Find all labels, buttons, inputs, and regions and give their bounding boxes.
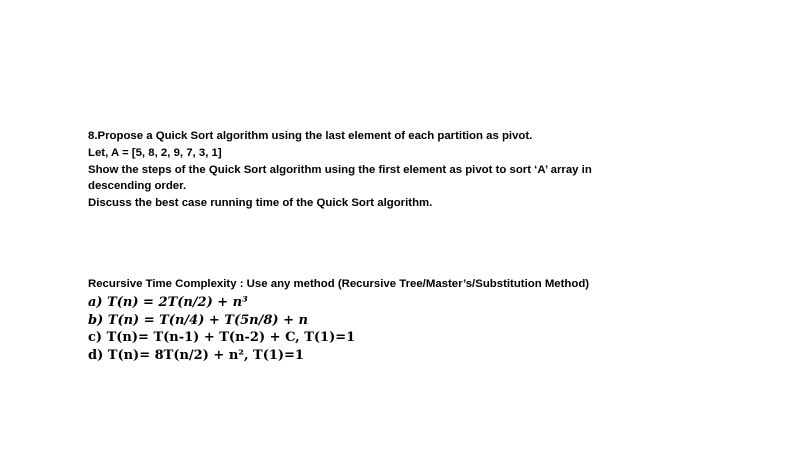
- recurrence-b: b) T(n) = T(n/4) + T(5n/8) + n: [88, 312, 308, 328]
- array-definition: Let, A = [5, 8, 2, 9, 7, 3, 1]: [88, 146, 222, 159]
- recurrence-a: a) T(n) = 2T(n/2) + n³: [88, 295, 248, 310]
- recurrence-list: [88, 294, 728, 364]
- quicksort-steps-instruction-cont: descending order.: [88, 180, 187, 193]
- recurrence-d: d) T(n)= 8T(n/2) + n², T(1)=1: [88, 347, 304, 363]
- recursive-complexity-block: [88, 276, 728, 364]
- recursive-heading: Recursive Time Complexity : Use any method (Recursive Tree/Master’s/Substitution Method): [88, 278, 590, 290]
- recurrence-c: c) T(n)= T(n-1) + T(n-2) + C, T(1)=1: [88, 330, 356, 345]
- question-8-text: 8.Propose a Quick Sort algorithm using the last element of each partition as pivot.: [88, 130, 533, 142]
- question-block: [88, 128, 728, 212]
- best-case-question: Discuss the best case running time of the Quick Sort algorithm.: [88, 197, 433, 210]
- quicksort-steps-instruction: Show the steps of the Quick Sort algorithm using the first element as pivot to sort ‘A’ array in: [88, 163, 592, 176]
